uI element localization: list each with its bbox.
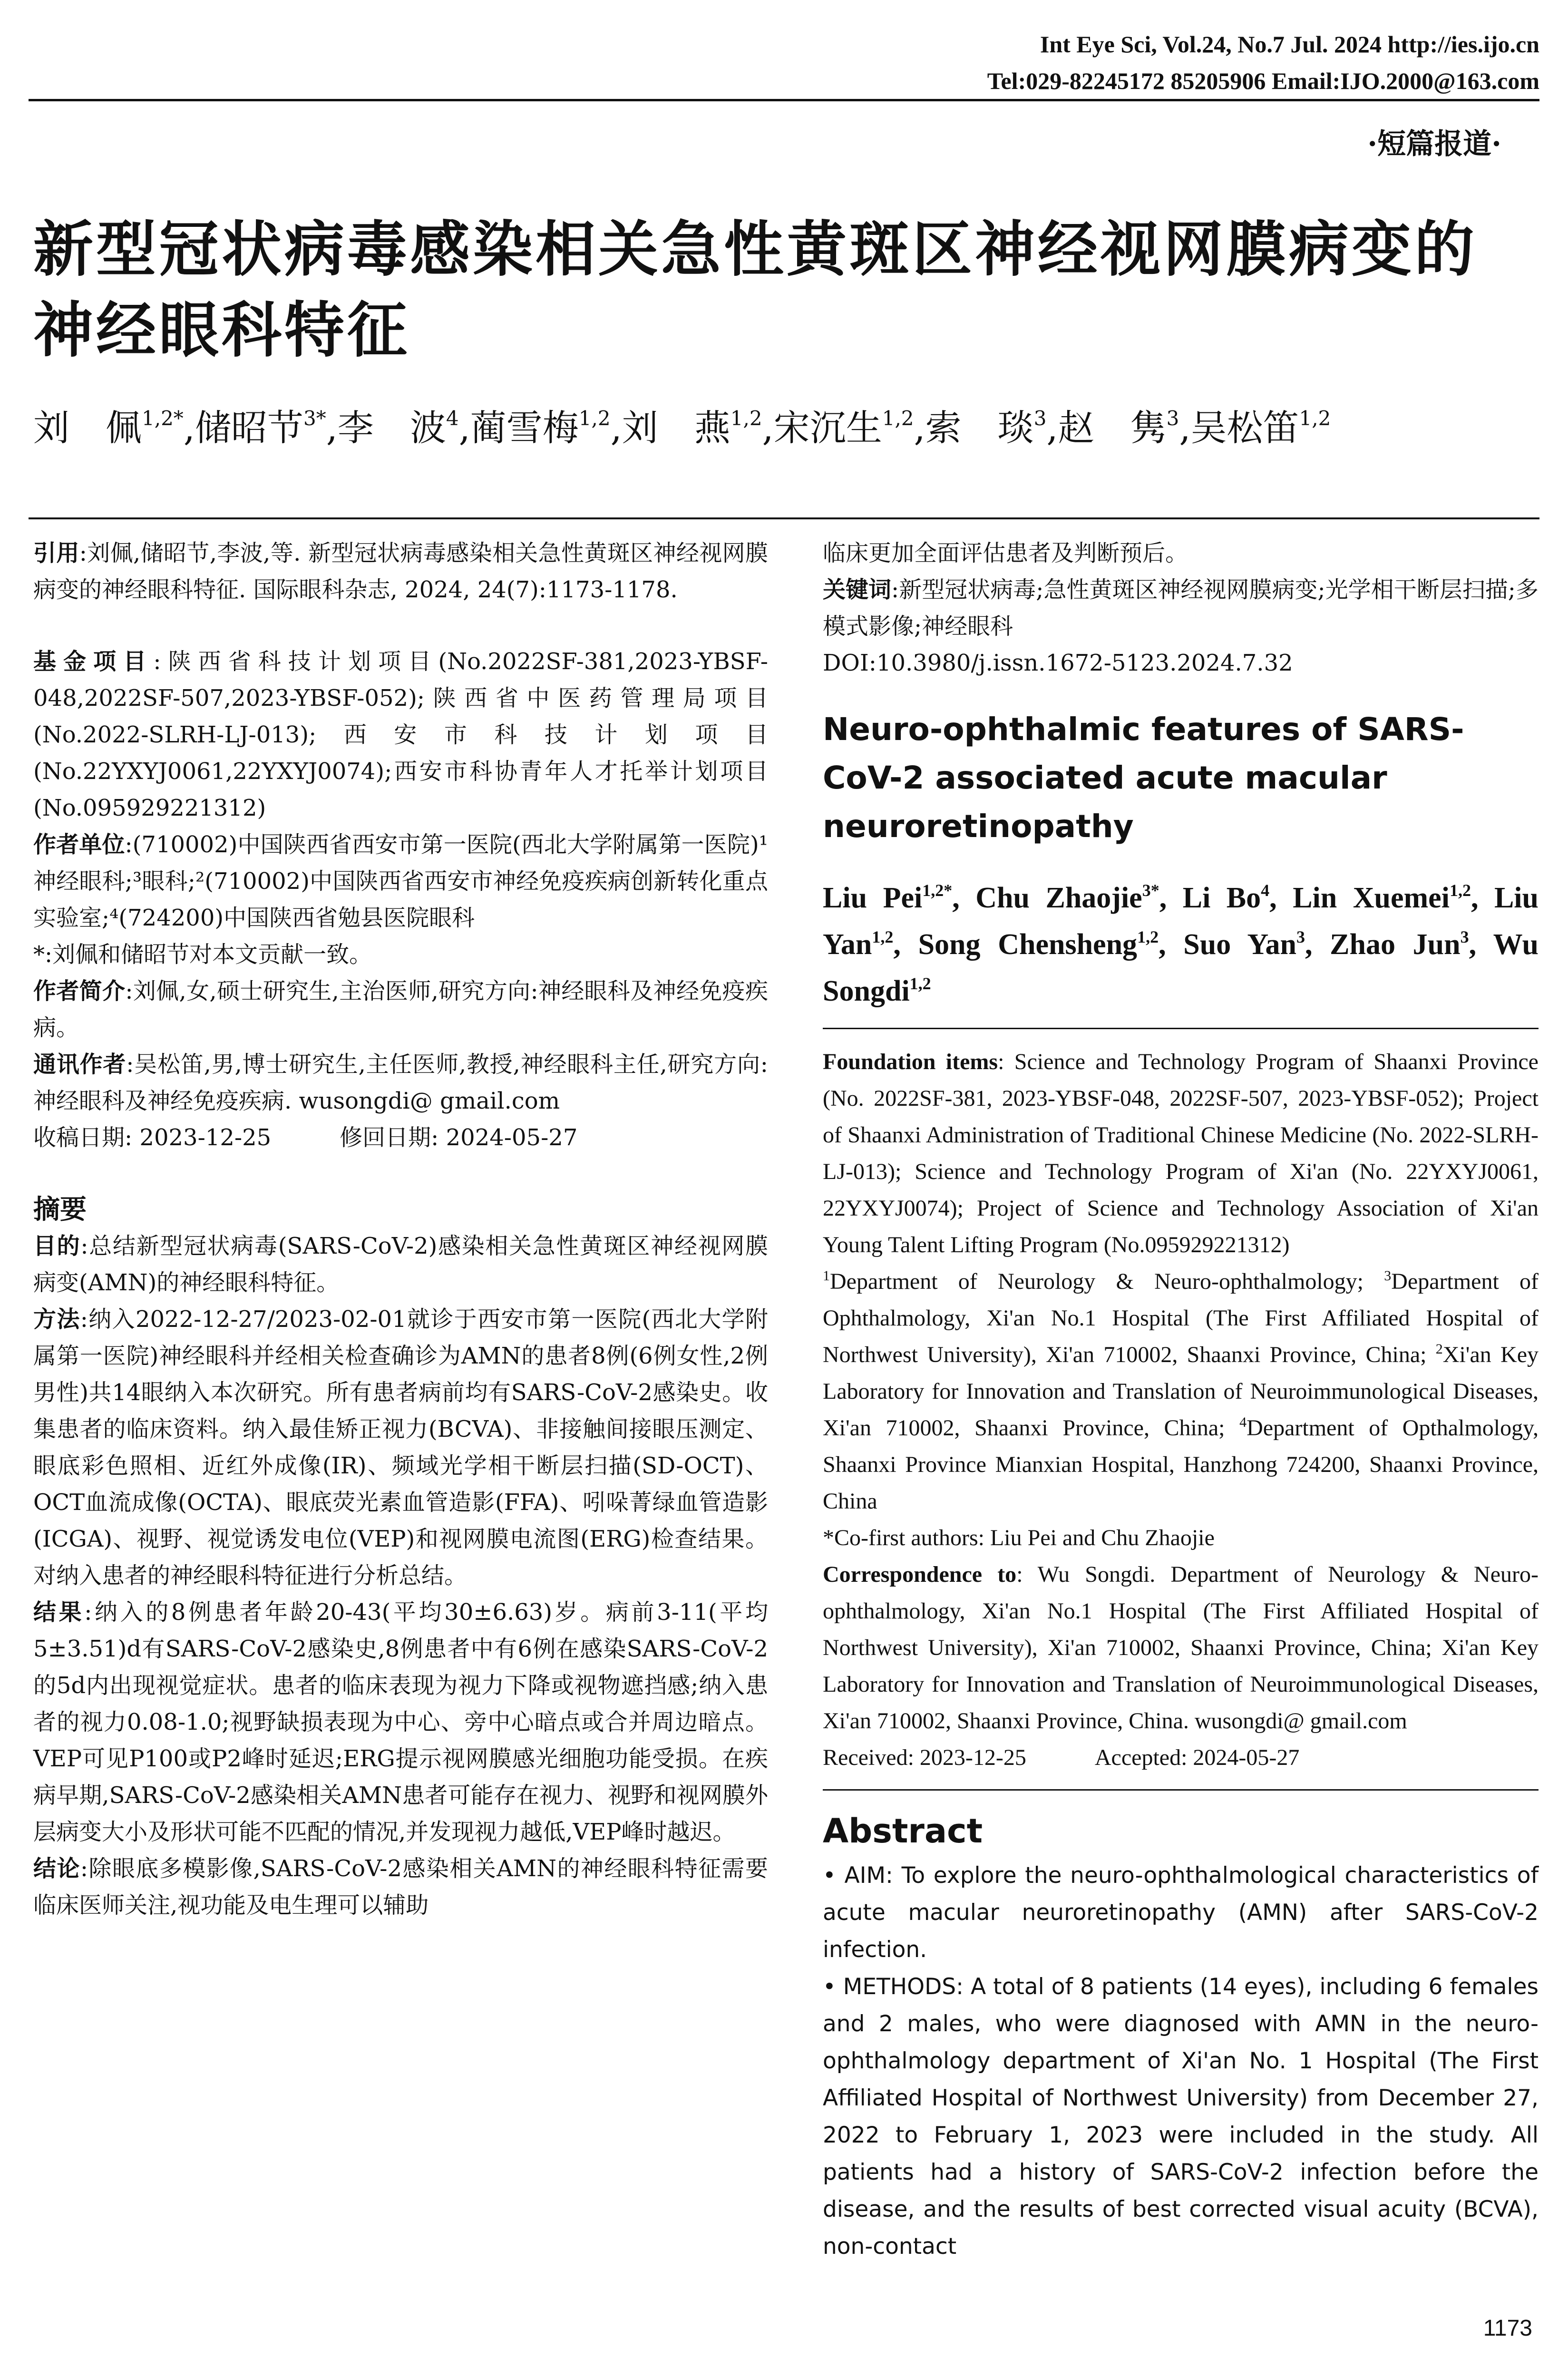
cofirst-note: *Co-first authors: Liu Pei and Chu Zhaojie <box>823 1525 1215 1550</box>
article-title: 新型冠状病毒感染相关急性黄斑区神经视网膜病变的神经眼科特征 <box>33 214 1477 365</box>
bio-text: :刘佩,女,硕士研究生,主治医师,研究方向:神经眼科及神经免疫疾病。 <box>33 978 768 1041</box>
cn-author-affil-sup: 1,2 <box>730 407 762 430</box>
conclusion-continued: 临床更加全面评估患者及判断预后。 <box>823 540 1188 566</box>
correspondence-en <box>823 1556 1539 1739</box>
en-author-affil-sup: 1,2 <box>1449 881 1471 900</box>
correspondence-text: : Wu Songdi. Department of Neurology & Neuro-ophthalmology, Xi'an No.1 Hospital (The First Affiliated Hospital of Northwest University), Xi'an 710002, Shaanxi Province, China; Xi'an Key Laboratory for Innovation and Translation of Neuroimmunological Diseases, Xi'an 710002, Shaanxi Province, China. wusongdi@ gmail.com <box>823 1562 1539 1734</box>
citation-text: :刘佩,储昭节,李波,等. 新型冠状病毒感染相关急性黄斑区神经视网膜病变的神经眼科特征. 国际眼科杂志, 2024, 24(7):1173-1178. <box>33 540 768 603</box>
cn-author-name: 蔺雪梅 <box>470 407 579 449</box>
dates: 收稿日期: 2023-12-25 修回日期: 2024-05-27 <box>33 1124 578 1151</box>
equal-contribution-note: *:刘佩和储昭节对本文贡献一致。 <box>33 941 372 968</box>
citation <box>33 535 768 608</box>
results-label: 结果 <box>33 1599 85 1626</box>
methods-label: 方法 <box>33 1306 80 1333</box>
en-author-separator: , <box>1471 882 1494 914</box>
cn-author-separator: , <box>762 407 774 449</box>
foundation-items <box>823 1043 1539 1263</box>
cn-author-name: 索 琰 <box>925 407 1034 449</box>
correspondence-label: Correspondence to <box>823 1562 1017 1587</box>
keywords-label: 关键词 <box>823 576 892 603</box>
corr-label: 通讯作者 <box>33 1051 127 1078</box>
page-number: 1173 <box>1483 2316 1532 2341</box>
en-author-separator: , <box>893 928 918 961</box>
cn-author-separator: , <box>183 407 195 449</box>
cn-author-name: 刘 佩 <box>33 407 142 449</box>
en-author-name: Lin Xuemei <box>1293 882 1450 914</box>
cn-author-separator: , <box>1179 407 1191 449</box>
en-author-name: Zhao Jun <box>1330 928 1461 961</box>
en-author-name: Liu Yan <box>823 882 1539 961</box>
cn-author-affil-sup: 1,2 <box>1299 407 1331 430</box>
header-rule <box>29 99 1539 101</box>
en-author-affil-sup: 1,2 <box>872 927 894 946</box>
cn-author-name: 赵 隽 <box>1058 407 1167 449</box>
doi: DOI:10.3980/j.issn.1672-5123.2024.7.32 <box>823 650 1293 676</box>
aff-3: Department of Ophthalmology, Xi'an No.1 Hospital (The First Affiliated Hospital of Northwest University), Xi'an 710002, Shaanxi Province, China; <box>823 1269 1539 1367</box>
results-text: :纳入的8例患者年龄20-43(平均30±6.63)岁。病前3-11(平均5±3.51)d有SARS-CoV-2感染史,8例患者中有6例在感染SARS-CoV-2的5d内出现视觉症状。患者的临床表现为视力下降或视物遮挡感;纳入患者的视力0.08-1.0;视野缺损表现为中心、旁中心暗点或合并周边暗点。VEP可见P100或P2峰时延迟;ERG提示视网膜感光细胞功能受损。在疾病早期,SARS-CoV-2感染相关AMN患者可能存在视力、视野和视网膜外层病变大小及形状可能不匹配的情况,并发现视力越低,VEP峰时越迟。 <box>33 1599 768 1845</box>
foundation-text: : Science and Technology Program of Shaanxi Province (No. 2022SF-381, 2023-YBSF-048, 2022SF-507, 2023-YBSF-052); Project of Shaanxi Administration of Traditional Chinese Medicine (No. 2022-SLRH-LJ-013); Science and Technology Program of Xi'an (No. 22YXYJ0061, 22YXYJ0074); Project of Science and Technology Association of Xi'an Young Talent Lifting Program (No.095929221312) <box>823 1049 1539 1257</box>
journal-header-line1: Int Eye Sci, Vol.24, No.7 Jul. 2024 http://ies.ijo.cn <box>1040 31 1539 58</box>
cn-author-separator: , <box>458 407 470 449</box>
cn-author-separator: , <box>914 407 925 449</box>
aim-text: :总结新型冠状病毒(SARS-CoV-2)感染相关急性黄斑区神经视网膜病变(AMN)的神经眼科特征。 <box>33 1233 768 1296</box>
affiliations-en: $^1$Department of Neurology & Neuro-ophthalmology; $^3$Department of Ophthalmology, Xi'an No.1 Hospital (The First Affiliated Hospital of Northwest University), Xi'an 710002, Shaanxi Province, China; $^2$Xi'an Key Laboratory for Innovation and Translation of Neuroimmunological Diseases, Xi'an 710002, Shaanxi Province, China; $^4$Department of Opthalmology, Shaanxi Province Mianxian Hospital, Hanzhong 724200, Shaanxi Province, China <box>823 1268 1539 1514</box>
aff-1: Department of Neurology & Neuro-ophthalmology; <box>830 1269 1384 1294</box>
en-author-separator: , <box>1305 928 1330 961</box>
cn-author-name: 吴松笛 <box>1190 407 1299 449</box>
en-author-affil-sup: 3 <box>1296 927 1305 946</box>
left-column <box>33 535 768 1924</box>
aim-cn <box>33 1228 768 1301</box>
cn-author-name: 李 波 <box>337 407 446 449</box>
conclusion-label: 结论 <box>33 1855 80 1882</box>
cn-author-separator: , <box>610 407 622 449</box>
en-author-affil-sup: 1,2 <box>909 974 931 993</box>
aim-en: • AIM: To explore the neuro-ophthalmological characteristics of acute macular neuroretinopathy (AMN) after SARS-CoV-2 infection. <box>823 1862 1539 1963</box>
author-bio <box>33 973 768 1046</box>
methods-cn <box>33 1301 768 1594</box>
author-list-cn <box>33 390 1536 466</box>
corresponding-author <box>33 1046 768 1120</box>
cn-author-separator: , <box>1046 407 1058 449</box>
cn-author-name: 刘 燕 <box>622 407 730 449</box>
corr-text: :吴松笛,男,博士研究生,主任医师,教授,神经眼科主任,研究方向:神经眼科及神经免疫疾病. wusongdi@ gmail.com <box>33 1051 768 1114</box>
en-author-name: Suo Yan <box>1183 928 1296 961</box>
cn-author-name: 宋沉生 <box>773 407 882 449</box>
citation-label: 引用 <box>33 540 79 566</box>
results-cn <box>33 1594 768 1851</box>
cn-author-affil-sup: 1,2 <box>882 407 914 430</box>
cn-author-affil-sup: 3* <box>303 407 326 430</box>
cn-author-affil-sup: 1,2 <box>578 407 611 430</box>
fund <box>33 643 768 827</box>
fund-text: :陕西省科技计划项目(No.2022SF-381,2023-YBSF-048,2022SF-507,2023-YBSF-052);陕西省中医药管理局项目(No.2022-SLRH-LJ-013);西安市科技计划项目(No.22YXYJ0061,22YXYJ0074);西安市科协青年人才托举计划项目(No.095929221312) <box>33 648 768 821</box>
en-author-separator: , <box>952 882 976 914</box>
en-author-name: Song Chensheng <box>918 928 1138 961</box>
abstract-heading-cn: 摘要 <box>33 1194 87 1225</box>
aff-2: Xi'an Key Laboratory for Innovation and Translation of Neuroimmunological Diseases, Xi'an 710002, Shaanxi Province, China; <box>823 1342 1539 1441</box>
en-author-affil-sup: 3 <box>1460 927 1469 946</box>
author-list-en <box>823 875 1539 1014</box>
affiliation-text: :(710002)中国陕西省西安市第一医院(西北大学附属第一医院)¹神经眼科;³眼科;²(710002)中国陕西省西安市神经免疫疾病创新转化重点实验室;⁴(724200)中国陕西省勉县医院眼科 <box>33 831 768 931</box>
en-author-affil-sup: 1,2 <box>1137 927 1159 946</box>
en-author-name: Chu Zhaojie <box>975 882 1142 914</box>
section-tag: ·短篇报道· <box>1367 127 1501 161</box>
en-author-separator: , <box>1269 882 1293 914</box>
cn-author-name: 储昭节 <box>195 407 303 449</box>
conclusion-cn <box>33 1851 768 1924</box>
cn-author-affil-sup: 3 <box>1033 407 1047 430</box>
affiliation-label: 作者单位 <box>33 831 125 858</box>
abstract-rule <box>823 1789 1539 1791</box>
foundation-label: Foundation items <box>823 1049 998 1074</box>
en-author-name: Li Bo <box>1182 882 1261 914</box>
cn-author-affil-sup: 1,2* <box>142 407 184 430</box>
english-title: Neuro-ophthalmic features of SARS-CoV-2 associated acute macular neuroretinopathy <box>823 711 1464 845</box>
methods-en: • METHODS: A total of 8 patients (14 eyes), including 6 females and 2 males, who were diagnosed with AMN in the neuro-ophthalmology department of Xi'an No. 1 Hospital (The First Affiliated Hospital of Northwest University) from December 27, 2022 to February 1, 2023 were included in the study. All patients had a history of SARS-CoV-2 infection before the disease, and the results of best corrected visual acuity (BCVA), non-contact <box>823 1974 1539 2260</box>
en-author-affil-sup: 4 <box>1261 881 1270 900</box>
author-rule <box>823 1028 1539 1029</box>
conclusion-text: :除眼底多模影像,SARS-CoV-2感染相关AMN的神经眼科特征需要临床医师关注,视功能及电生理可以辅助 <box>33 1855 768 1919</box>
en-author-separator: , <box>1159 882 1183 914</box>
bio-label: 作者简介 <box>33 978 126 1004</box>
en-author-name: Wu Songdi <box>823 928 1539 1007</box>
en-author-name: Liu Pei <box>823 882 923 914</box>
cn-author-affil-sup: 3 <box>1166 407 1179 430</box>
en-author-separator: , <box>1469 928 1493 961</box>
en-author-affil-sup: 1,2* <box>922 881 953 900</box>
cn-author-affil-sup: 4 <box>446 407 459 430</box>
aim-label: 目的 <box>33 1233 81 1259</box>
title-rule <box>29 517 1539 519</box>
affiliation <box>33 827 768 936</box>
aff-4: Department of Opthalmology, Shaanxi Province Mianxian Hospital, Hanzhong 724200, Shaanxi Province, China <box>823 1415 1539 1514</box>
abstract-heading-en: Abstract <box>823 1812 983 1851</box>
fund-label: 基金项目 <box>33 648 154 675</box>
journal-header-line2: Tel:029-82245172 85205906 Email:IJO.2000@163.com <box>987 68 1539 94</box>
methods-text: :纳入2022-12-27/2023-02-01就诊于西安市第一医院(西北大学附属第一医院)神经眼科并经相关检查确诊为AMN的患者8例(6例女性,2例男性)共14眼纳入本次研究。所有患者病前均有SARS-CoV-2感染史。收集患者的临床资料。纳入最佳矫正视力(BCVA)、非接触间接眼压测定、眼底彩色照相、近红外成像(IR)、频域光学相干断层扫描(SD-OCT)、OCT血流成像(OCTA)、眼底荧光素血管造影(FFA)、吲哚菁绿血管造影(ICGA)、视野、视觉诱发电位(VEP)和视网膜电流图(ERG)检查结果。对纳入患者的神经眼科特征进行分析总结。 <box>33 1306 768 1589</box>
received-dates: Received: 2023-12-25 Accepted: 2024-05-27 <box>823 1745 1300 1770</box>
cn-author-separator: , <box>326 407 338 449</box>
en-author-affil-sup: 3* <box>1142 881 1159 900</box>
keywords-text: :新型冠状病毒;急性黄斑区神经视网膜病变;光学相干断层扫描;多模式影像;神经眼科 <box>823 576 1539 640</box>
en-author-separator: , <box>1159 928 1184 961</box>
right-column <box>823 535 1539 2265</box>
keywords <box>823 572 1539 645</box>
